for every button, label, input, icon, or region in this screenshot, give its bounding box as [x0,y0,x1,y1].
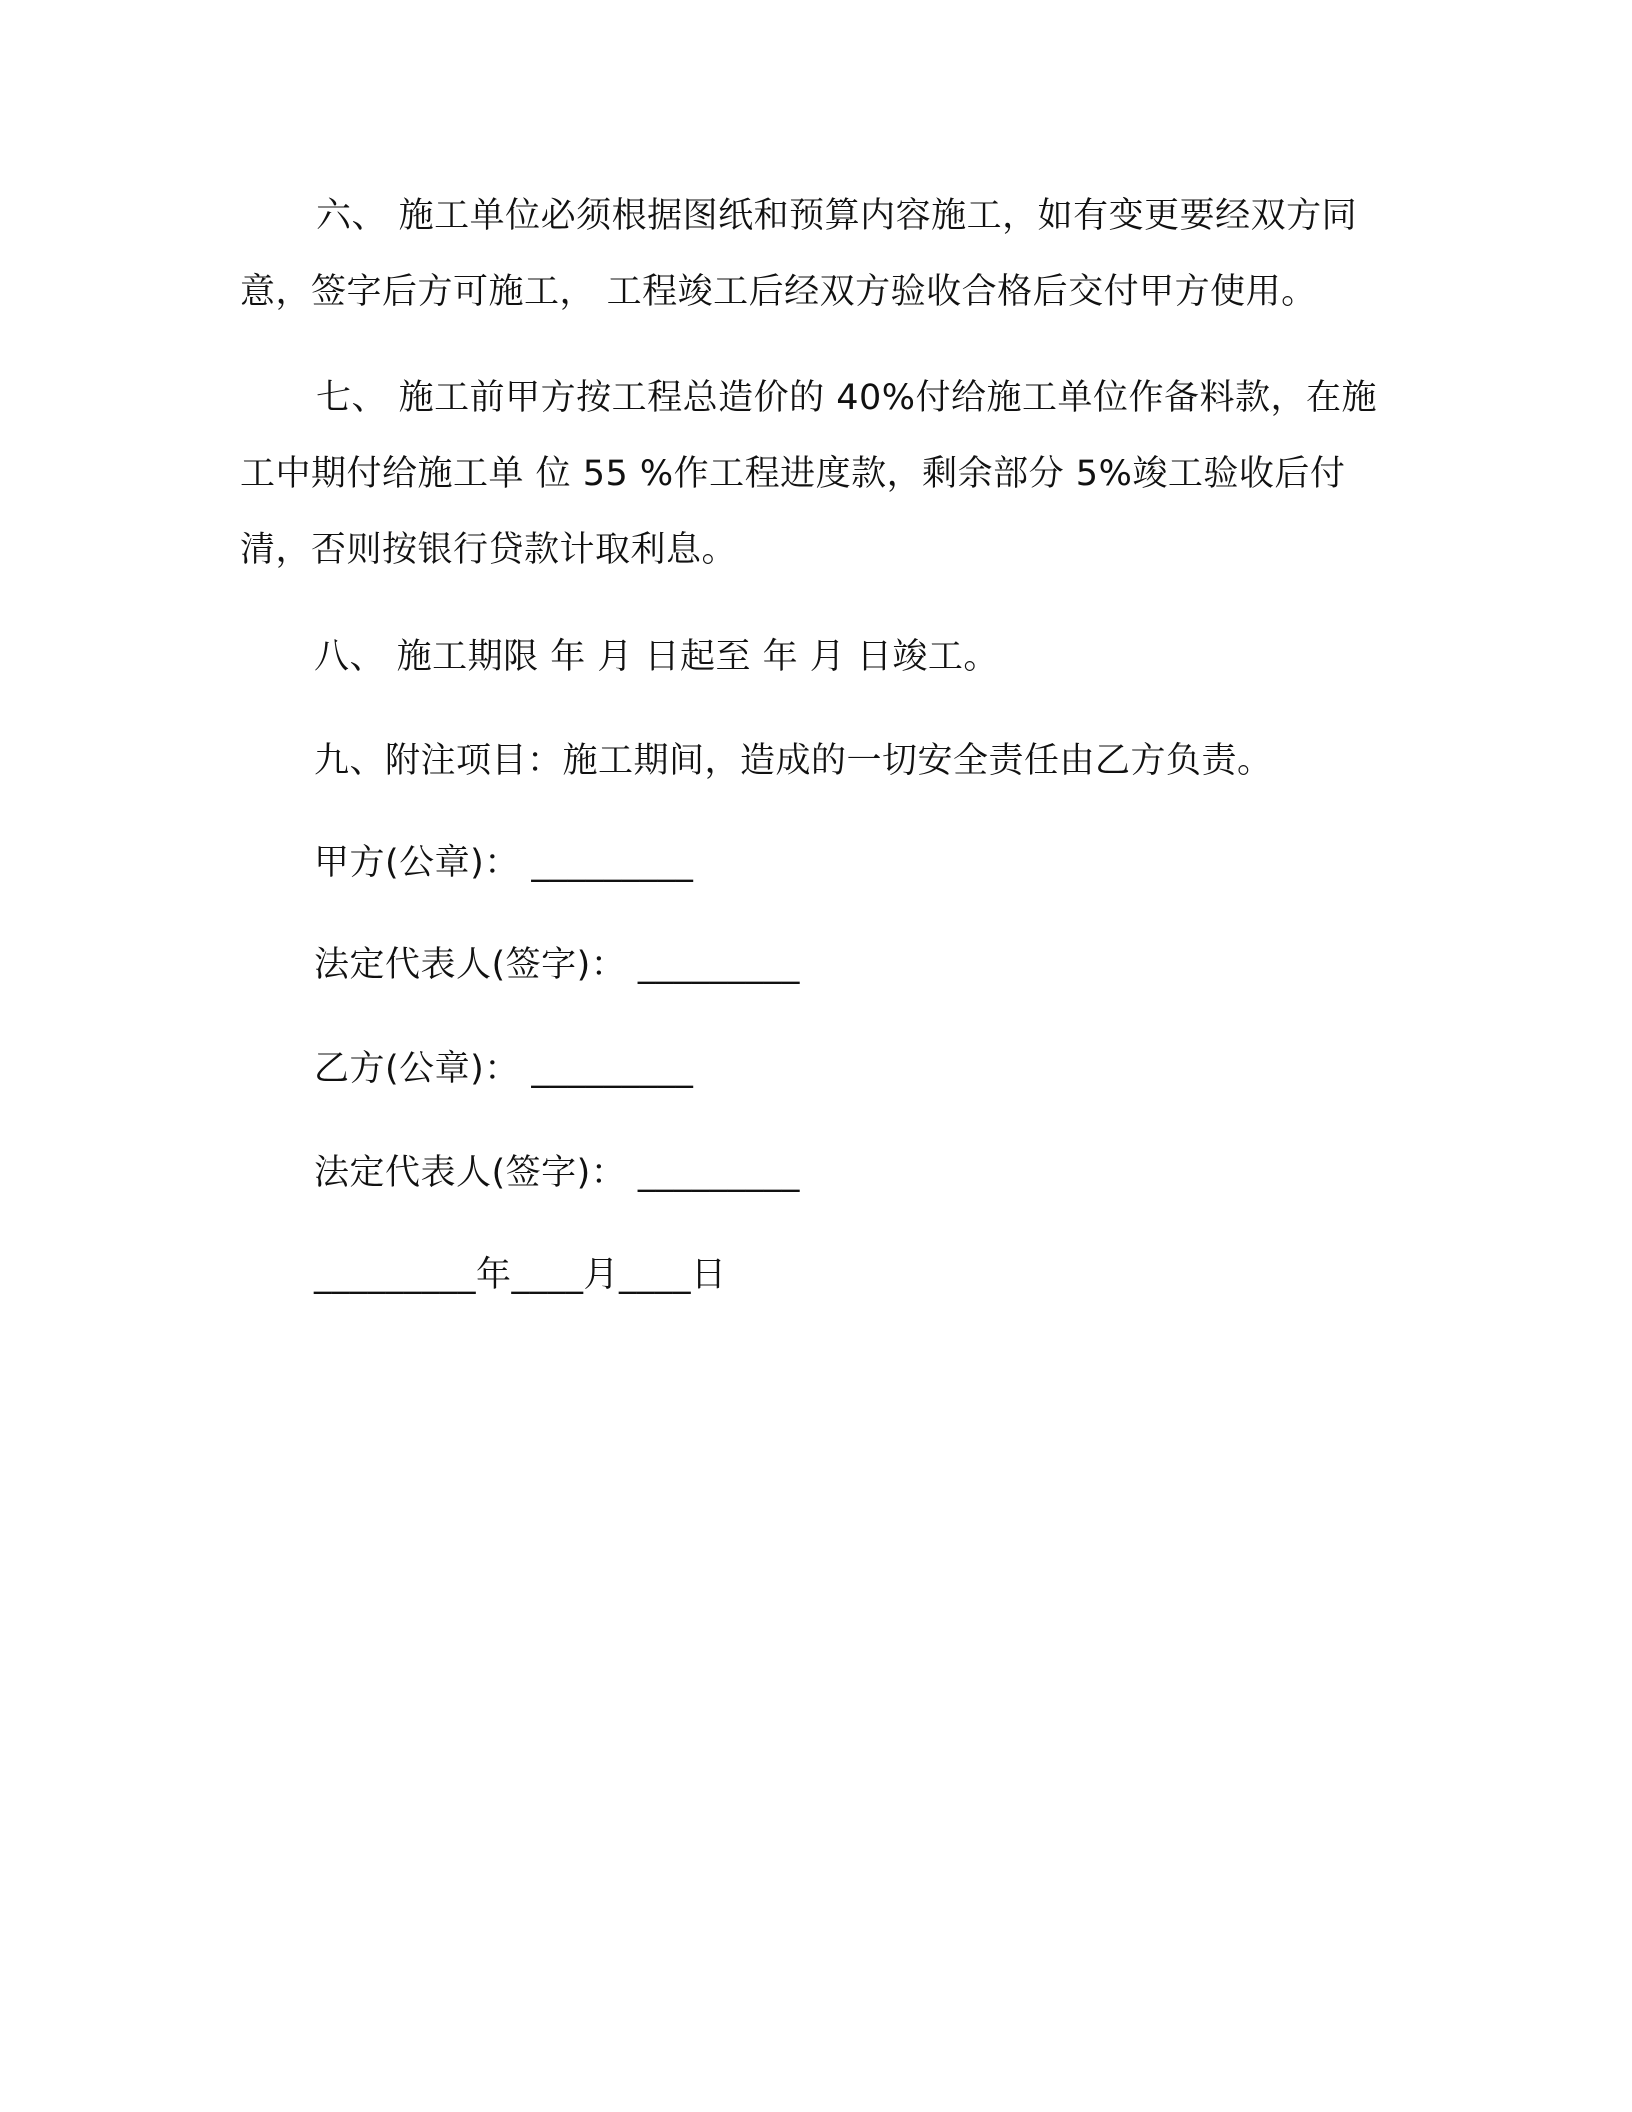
clause-seven: 七、 施工前甲方按工程总造价的 40%付给施工单位作备料款，在施工中期付给施工单 位 55 %作工程进度款，剩余部分 5%竣工验收后付清，否则按银行贷款计取利息。 [240,378,1378,570]
clause-eight: 八、 施工期限 年 月 日起至 年 月 日竣工。 [314,637,999,677]
party-a-seal-line: 甲方(公章)： _________ [314,843,694,883]
date-line: _________年____月____日 [314,1255,727,1295]
clause-six: 六、 施工单位必须根据图纸和预算内容施工，如有变更要经双方同意，签字后方可施工， 工程竣工后经双方验收合格后交付甲方使用。 [240,196,1358,312]
party-b-seal-line: 乙方(公章)： _________ [314,1049,694,1089]
party-b-representative-line: 法定代表人(签字)： _________ [314,1153,800,1193]
clause-nine: 九、附注项目：施工期间，造成的一切安全责任由乙方负责。 [314,741,1273,781]
party-a-representative-line: 法定代表人(签字)： _________ [314,945,800,985]
